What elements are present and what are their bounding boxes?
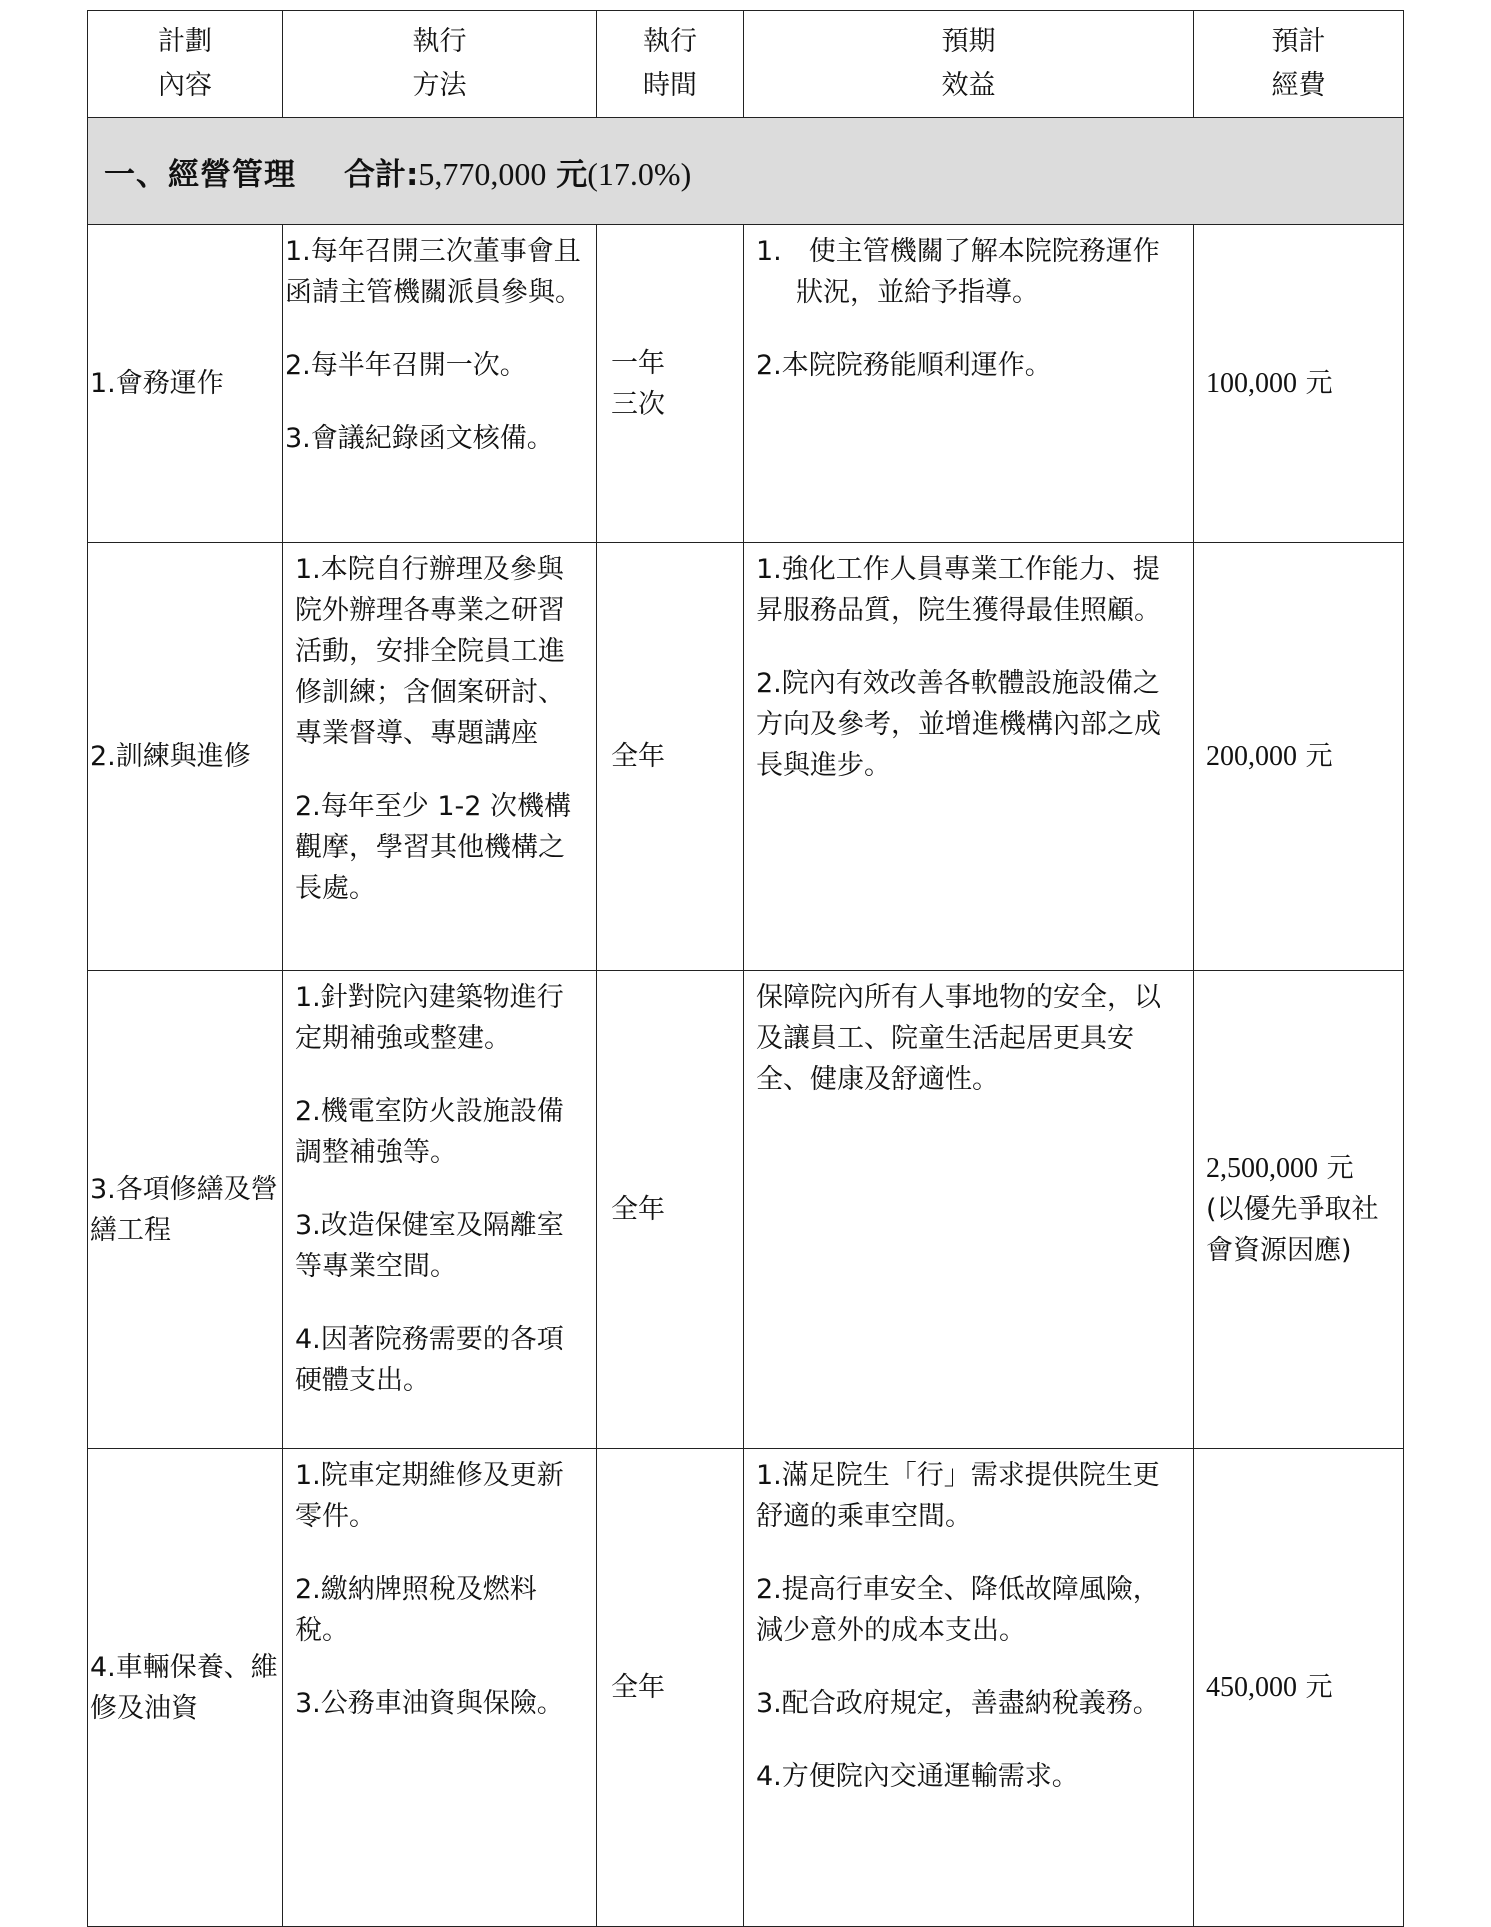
header-plan-content: 計劃 內容: [88, 11, 283, 118]
time-cell: [597, 543, 744, 971]
method-item: 1.院車定期維修及更新零件。: [295, 1460, 564, 1532]
item-name: 2.訓練與進修: [88, 543, 283, 971]
method-cell: [283, 971, 597, 1449]
benefit-item: 1. 使主管機關了解本院院務運作狀況，並給予指導。: [756, 236, 1160, 308]
item-name: 4.車輛保養、維修及油資: [88, 1449, 283, 1927]
benefit-item: 2.本院院務能順利運作。: [756, 350, 1052, 381]
budget-unit: 元: [1305, 368, 1333, 399]
table-row: [88, 971, 1404, 1449]
benefit-cell: [744, 1449, 1194, 1927]
item-name: 1.會務運作: [88, 225, 283, 543]
benefit-item: 3.配合政府規定，善盡納稅義務。: [756, 1688, 1160, 1719]
time-value: 全年: [611, 741, 665, 772]
method-item: 3.改造保健室及隔離室等專業空間。: [295, 1210, 564, 1282]
method-item: 3.會議紀錄函文核備。: [285, 423, 554, 454]
time-cell: [597, 225, 744, 543]
method-item: 1.每年召開三次董事會且函請主管機關派員參與。: [285, 236, 582, 308]
budget-value: 2,500,000: [1206, 1153, 1318, 1184]
method-item: 1.本院自行辦理及參與院外辦理各專業之研習活動，安排全院員工進修訓練；含個案研討、專業督導、專題講座: [295, 554, 565, 749]
benefit-item: 4.方便院內交通運輸需求。: [756, 1761, 1079, 1792]
time-value: 全年: [611, 1194, 665, 1225]
benefit-cell: [744, 225, 1194, 543]
table-row: [88, 1449, 1404, 1927]
benefit-item: 2.提高行車安全、降低故障風險，減少意外的成本支出。: [756, 1574, 1160, 1646]
method-item: 2.每年至少 1-2 次機構觀摩，學習其他機構之長處。: [295, 791, 572, 904]
method-item: 1.針對院內建築物進行定期補強或整建。: [295, 982, 564, 1054]
header-benefit: 預期 效益: [744, 11, 1194, 118]
benefit-item: 保障院內所有人事地物的安全，以及讓員工、院童生活起居更具安全、健康及舒適性。: [756, 982, 1161, 1095]
section-name: 一、經營管理: [104, 156, 296, 193]
budget-value: 200,000: [1206, 741, 1297, 772]
time-cell: [597, 1449, 744, 1927]
time-value: 全年: [611, 1672, 665, 1703]
section-heading: [88, 118, 1404, 225]
method-item: 2.機電室防火設施設備調整補強等。: [295, 1096, 564, 1168]
method-item: 4.因著院務需要的各項硬體支出。: [295, 1324, 564, 1396]
budget-cell: [1194, 971, 1404, 1449]
time-cell: [597, 971, 744, 1449]
budget-unit: 元: [1326, 1153, 1354, 1184]
budget-value: 450,000: [1206, 1672, 1297, 1703]
benefit-cell: [744, 971, 1194, 1449]
item-name: 3.各項修繕及營繕工程: [88, 971, 283, 1449]
time-value: 一年三次: [611, 347, 665, 420]
method-item: 3.公務車油資與保險。: [295, 1688, 564, 1719]
header-budget: 預計 經費: [1194, 11, 1404, 118]
header-method: 執行 方法: [283, 11, 597, 118]
budget-cell: [1194, 225, 1404, 543]
section-total-pct: (17.0%): [587, 155, 692, 192]
budget-cell: [1194, 1449, 1404, 1927]
method-item: 2.每半年召開一次。: [285, 350, 527, 381]
method-cell: [283, 543, 597, 971]
budget-plan-sheet: [87, 10, 1403, 1927]
benefit-item: 1.強化工作人員專業工作能力、提昇服務品質，院生獲得最佳照顧。: [756, 554, 1161, 626]
benefit-item: 2.院內有效改善各軟體設施設備之方向及參考，並增進機構內部之成長與進步。: [756, 668, 1161, 781]
budget-cell: [1194, 543, 1404, 971]
budget-value: 100,000: [1206, 368, 1297, 399]
method-cell: [283, 1449, 597, 1927]
budget-unit: 元: [1305, 741, 1333, 772]
section-total-label: 合計:: [344, 156, 419, 193]
table-row: [88, 225, 1404, 543]
benefit-item: 1.滿足院生「行」需求提供院生更舒適的乘車空間。: [756, 1460, 1160, 1532]
table-row: [88, 543, 1404, 971]
method-cell: [283, 225, 597, 543]
method-item: 2.繳納牌照稅及燃料稅。: [295, 1574, 537, 1646]
section-row: [88, 118, 1404, 225]
budget-unit: 元: [1305, 1672, 1333, 1703]
header-time: 執行 時間: [597, 11, 744, 118]
section-total-value: 5,770,000: [418, 155, 547, 192]
plan-table: [87, 10, 1404, 1927]
budget-note: (以優先爭取社會資源因應): [1206, 1194, 1379, 1266]
benefit-cell: [744, 543, 1194, 971]
header-row: [88, 11, 1404, 118]
section-total-unit: 元: [556, 156, 588, 193]
